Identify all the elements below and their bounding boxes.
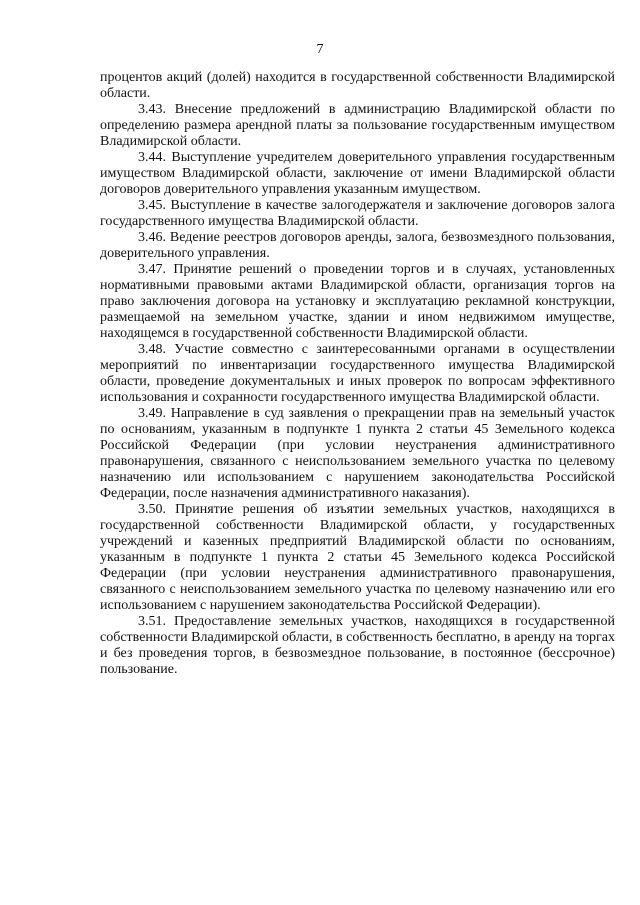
- paragraph-3-43: 3.43. Внесение предложений в администрацию Владимирской области по определению размера арендной платы за пользование государственным имуществом Владимирской области.: [100, 102, 615, 149]
- paragraph-3-44: 3.44. Выступление учредителем доверительного управления государственным имуществом Владимирской области, заключение от имени Владимирской области договоров доверительного управления указанным имуществом.: [100, 150, 615, 197]
- paragraph-3-49: 3.49. Направление в суд заявления о прекращении прав на земельный участок по основаниям, указанным в подпункте 1 пункта 2 статьи 45 Земельного кодекса Российской Федерации (при условии неустранения административного правонарушения, связанного с неиспользованием земельного участка по целевому назначению или использованием с нарушением законодательства Российской Федерации, после назначения административного наказания).: [100, 406, 615, 501]
- page-number: 7: [316, 42, 324, 57]
- paragraph-continuation: процентов акций (долей) находится в государственной собственности Владимирской области.: [100, 70, 615, 101]
- paragraph-3-48: 3.48. Участие совместно с заинтересованными органами в осуществлении мероприятий по инвентаризации государственного имущества Владимирской области, проведение документальных и иных проверок по вопросам эффективного использования и сохранности государственного имущества Владимирской области.: [100, 342, 615, 405]
- paragraph-3-50: 3.50. Принятие решения об изъятии земельных участков, находящихся в государственной собственности Владимирской области, у государственных учреждений и казенных предприятий Владимирской области по основаниям, указанным в подпункте 1 пункта 2 статьи 45 Земельного кодекса Российской Федерации (при условии неустранения административного правонарушения, связанного с неиспользованием земельного участка по целевому назначению или его использованием с нарушением законодательства Российской Федерации).: [100, 502, 615, 613]
- paragraph-3-45: 3.45. Выступление в качестве залогодержателя и заключение договоров залога государственного имущества Владимирской области.: [100, 198, 615, 229]
- paragraph-3-46: 3.46. Ведение реестров договоров аренды, залога, безвозмездного пользования, доверительного управления.: [100, 230, 615, 261]
- paragraph-3-47: 3.47. Принятие решений о проведении торгов и в случаях, установленных нормативными правовыми актами Владимирской области, организация торгов на право заключения договора на установку и эксплуатацию рекламной конструкции, размещаемой на земельном участке, здании и ином недвижимом имуществе, находящемся в государственной собственности Владимирской области.: [100, 262, 615, 341]
- document-body: [100, 70, 615, 678]
- paragraph-3-51: 3.51. Предоставление земельных участков, находящихся в государственной собственности Владимирской области, в собственность бесплатно, в аренду на торгах и без проведения торгов, в безвозмездное пользование, в постоянное (бессрочное) пользование.: [100, 614, 615, 677]
